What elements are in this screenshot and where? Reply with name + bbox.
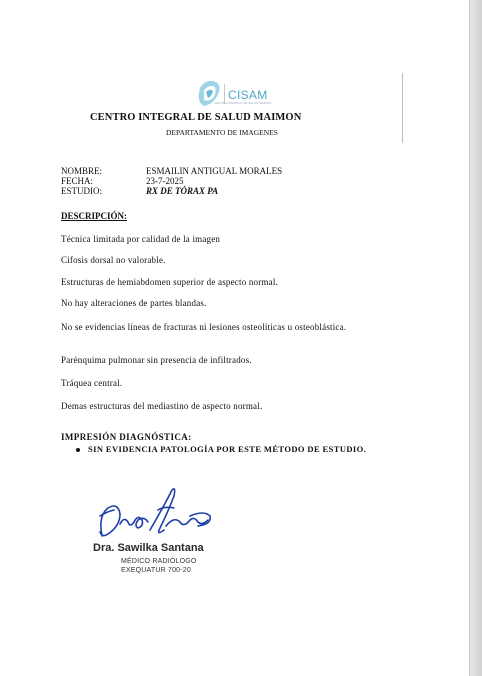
- description-line: Tráquea central.: [61, 378, 123, 388]
- bullet-icon: [76, 448, 80, 452]
- description-line: Estructuras de hemiabdomen superior de aspecto normal.: [61, 277, 278, 287]
- study-label: ESTUDIO:: [61, 186, 102, 196]
- date-value: 23-7-2025: [146, 176, 184, 186]
- patient-date-row: [61, 176, 184, 186]
- name-value: ESMAILIN ANTIGUAL MORALES: [146, 166, 283, 176]
- department-name: DEPARTAMENTO DE IMAGENES: [166, 128, 278, 137]
- date-label: FECHA:: [61, 176, 94, 186]
- doctor-exequatur: EXEQUATUR 700-20: [121, 567, 191, 574]
- description-line: Técnica limitada por calidad de la imagen: [61, 234, 221, 244]
- logo-wordmark: CISAM: [228, 88, 268, 102]
- patient-name-row: [61, 166, 282, 176]
- page-shadow: [470, 0, 482, 676]
- description-line: Cifosis dorsal no valorable.: [61, 255, 166, 265]
- name-label: NOMBRE:: [61, 166, 103, 176]
- description-title: DESCRIPCIÓN:: [61, 211, 128, 221]
- handwritten-signature: [94, 486, 216, 542]
- header-divider: [402, 73, 403, 143]
- center-name: CENTRO INTEGRAL DE SALUD MAIMON: [90, 112, 302, 123]
- doctor-name: Dra. Sawilka Santana: [93, 542, 204, 554]
- description-line: No se evidencias líneas de fracturas ni lesiones osteolíticas u osteoblástica.: [61, 322, 347, 332]
- doctor-title: MÉDICO RADIÓLOGO: [121, 558, 197, 565]
- impression-title: IMPRESIÓN DIAGNÓSTICA:: [61, 432, 192, 442]
- patient-study-row: [61, 186, 218, 196]
- impression-item: SIN EVIDENCIA PATOLOGÍA POR ESTE MÉTODO DE ESTUDIO.: [88, 444, 367, 454]
- description-line: No hay alteraciones de partes blandas.: [61, 298, 207, 308]
- description-line: Demas estructuras del mediastino de aspecto normal.: [61, 401, 263, 411]
- study-value: RX DE TÓRAX PA: [146, 186, 219, 196]
- description-line: Parènquima pulmonar sin presencia de infiltrados.: [61, 355, 252, 365]
- logo-subtitle: CENTRO INTEGRAL DE SALUD MAIMON: [214, 101, 272, 105]
